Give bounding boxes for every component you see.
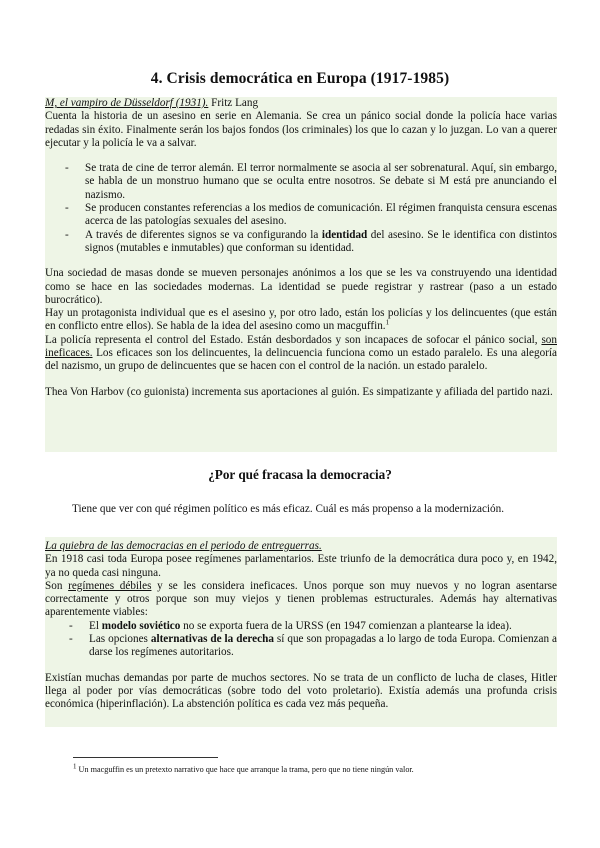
dash-marker: - — [69, 633, 73, 646]
list-item: - Las opciones alternativas de la derecha sí que son propagadas a lo largo de toda Europa. Comienzan a darse los regímenes autoritarios. — [69, 633, 557, 659]
alternatives-list — [45, 620, 557, 660]
footnote-ref[interactable]: 1 — [385, 318, 390, 327]
dash-marker: - — [65, 228, 69, 241]
paragraph: Existían muchas demandas por parte de muchos sectores. No se trata de un conflicto de lucha de clases, Hitler llega al poder por vías democráticas (sobre todo del voto proletario). Existía además una profunda crisis económica (hiperinflación). La abstención política es cada vez más pequeña. — [45, 671, 557, 711]
paragraph: En 1918 casi toda Europa posee regímenes parlamentarios. Este triunfo de la democrática dura poco y, en 1942, ya no queda casi ninguna. — [45, 553, 557, 579]
page-title: 4. Crisis democrática en Europa (1917-1985) — [150, 70, 450, 87]
police-paragraph: La policía representa el control del Estado. Están desbordados y son incapaces de sofocar el pánico social, son ineficaces. Los eficaces son los delincuentes, la delincuencia funciona como un estado paralelo. Es una alegoría del nazismo, un grupo de delincuentes que se hacen con el control de la nación. un estado paralelo. — [45, 333, 557, 373]
democracy-crisis-box — [45, 537, 557, 727]
dash-marker: - — [65, 162, 69, 175]
underlined-phrase: son ineficaces. — [45, 333, 557, 360]
bold-term: alternativas de la derecha — [150, 633, 274, 646]
subsection-title: La quiebra de las democracias en el periodo de entreguerras. — [45, 540, 322, 552]
underlined-phrase: regímenes débiles — [68, 579, 152, 592]
dash-marker: - — [65, 202, 69, 215]
list-item: - Se trata de cine de terror alemán. El terror normalmente se asocia al ser sobrenatural. Aquí, sin embargo, se habla de un monstruo humano que se oculta entre nosotros. Se debate si M está pre anunciando el nazismo. — [65, 162, 557, 201]
protagonist-paragraph: Hay un protagonista individual que es el asesino y, por otro lado, están los policías y los delincuentes (que están en conflicto entre ellos). Se habla de la idea del asesino como un macguffin.$^1$ — [45, 307, 557, 333]
mass-society-paragraph: Una sociedad de masas donde se mueven personajes anónimos a los que se les va construyendo una identidad como se hace en las sociedades modernas. La identidad se puede registrar y rastrear (paso a un estado burocrático). — [45, 267, 557, 306]
dash-marker: - — [69, 619, 73, 632]
film-analysis-box — [45, 97, 557, 452]
list-item: - Se producen constantes referencias a los medios de comunicación. El régimen franquista censura escenas acerca de las patologías sexuales del asesino. — [65, 202, 557, 228]
section-intro: Tiene que ver con qué régimen político es más eficaz. Cuál es más propenso a la modernización. — [72, 503, 505, 515]
film-director: Fritz Lang — [208, 97, 259, 109]
film-synopsis: Cuenta la historia de un asesino en serie en Alemania. Se crea un pánico social donde la policía hace varias redadas sin éxito. Finalmente serán los bajos fondos (los criminales) los que lo cazan y lo juzgan. Lo van a querer ejecutar y la policía le va a salvar. — [45, 110, 557, 149]
list-item: - El modelo soviético no se exporta fuera de la URSS (en 1947 comienzan a plantearse la idea). — [69, 619, 512, 632]
film-heading — [45, 97, 557, 110]
bold-term: identidad — [321, 228, 368, 241]
footnote-divider — [73, 757, 218, 758]
section-heading: ¿Por qué fracasa la democracia? — [208, 467, 392, 482]
footnote-number: 1 — [73, 762, 77, 771]
thea-paragraph: Thea Von Harbov (co guionista) incrementa sus aportaciones al guión. Es simpatizante y afiliada del partido nazi. — [45, 385, 553, 398]
film-title: M, el vampiro de Düsseldorf (1931). — [45, 97, 209, 109]
list-item: - A través de diferentes signos se va configurando la identidad del asesino. Se le identifica con distintos signos (mutables e inmutables) que conforman su identidad. — [65, 228, 557, 254]
footnote: $^1$ Un macguffin es un pretexto narrativo que hace que arranque la trama, pero que no tiene ningún valor. — [73, 762, 414, 774]
film-bullet-list — [45, 162, 557, 255]
bold-term: modelo soviético — [101, 619, 181, 632]
paragraph: Son regímenes débiles y se les considera ineficaces. Unos porque son muy nuevos y no logran asentarse correctamente y otros porque son muy viejos y tienen problemas estructurales. Además hay alternativas aparentemente viables: — [45, 579, 557, 619]
